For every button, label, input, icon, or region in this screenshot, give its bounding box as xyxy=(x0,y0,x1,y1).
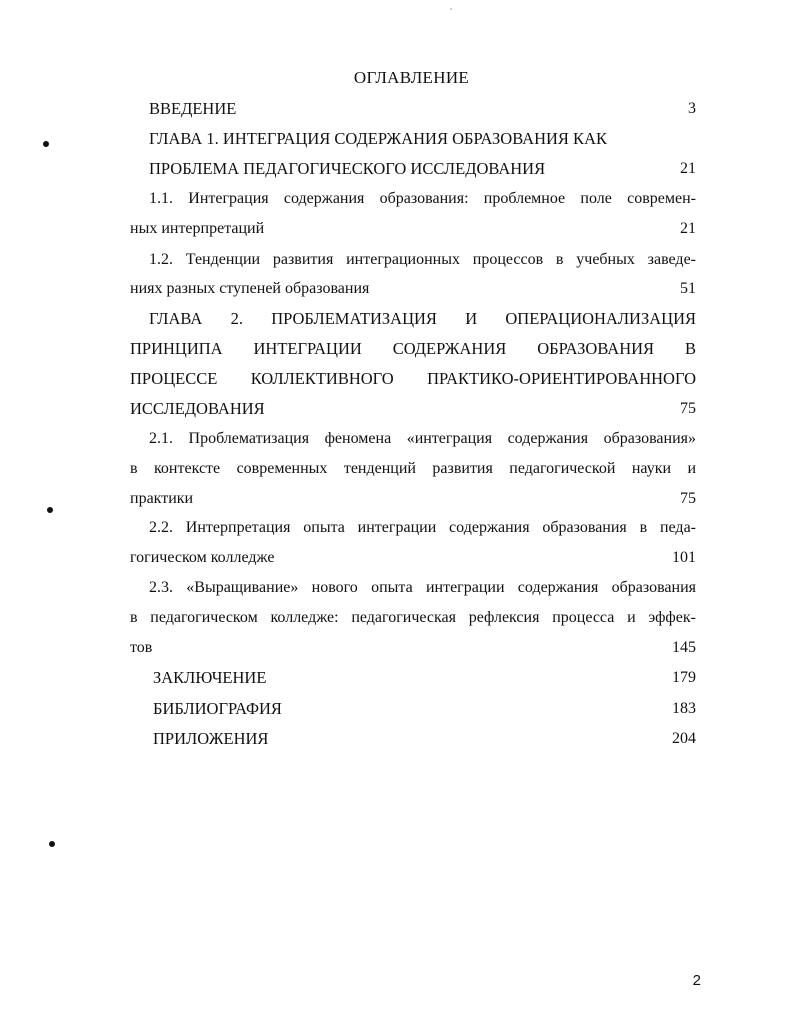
toc-s23-page: 145 xyxy=(672,639,696,656)
toc-s23-line3: тов xyxy=(130,639,153,656)
toc-s12-page: 51 xyxy=(680,280,696,297)
binding-mark xyxy=(47,507,53,513)
toc-s23-line2: в педагогическом колледже: педагогическая рефлексия процесса и эффек- xyxy=(130,609,696,626)
toc-s22-page: 101 xyxy=(672,549,696,566)
toc-s21-line2: в контексте современных тенденций развития педагогической науки и xyxy=(130,460,696,477)
toc-conclusion-page: 179 xyxy=(672,669,696,686)
toc-s12-line2: ниях разных ступеней образования xyxy=(130,280,370,297)
toc-ch1-page: 21 xyxy=(680,160,696,177)
toc-intro-page: 3 xyxy=(688,100,696,117)
toc-bibliography-page: 183 xyxy=(672,700,696,717)
toc-intro-title: ВВЕДЕНИЕ xyxy=(149,99,237,118)
toc-appendices-title: ПРИЛОЖЕНИЯ xyxy=(153,729,269,748)
toc-ch1-line1: ГЛАВА 1. ИНТЕГРАЦИЯ СОДЕРЖАНИЯ ОБРАЗОВАНИЯ КАК xyxy=(149,129,607,148)
toc-ch2-line3: ПРОЦЕССЕ КОЛЛЕКТИВНОГО ПРАКТИКО-ОРИЕНТИРОВАННОГО xyxy=(130,369,696,388)
toc-s23-line1: 2.3. «Выращивание» нового опыта интеграции содержания образования xyxy=(149,579,696,596)
toc-s21-line1: 2.1. Проблематизация феномена «интеграция содержания образования» xyxy=(149,430,696,447)
toc-ch2-line1: ГЛАВА 2. ПРОБЛЕМАТИЗАЦИЯ И ОПЕРАЦИОНАЛИЗАЦИЯ xyxy=(149,309,696,328)
toc-s21-page: 75 xyxy=(680,490,696,507)
toc-s22-line1: 2.2. Интерпретация опыта интеграции содержания образования в педа- xyxy=(149,519,696,536)
toc-bibliography-title: БИБЛИОГРАФИЯ xyxy=(153,699,282,718)
scan-artifact xyxy=(450,8,452,10)
binding-mark xyxy=(43,141,49,147)
toc-s22-line2: гогическом колледже xyxy=(130,549,275,566)
toc-ch2-line4: ИССЛЕДОВАНИЯ xyxy=(130,399,265,418)
page-number: 2 xyxy=(692,972,701,989)
toc-s12-line1: 1.2. Тенденции развития интеграционных процессов в учебных заведе- xyxy=(149,251,696,268)
toc-heading: ОГЛАВЛЕНИЕ xyxy=(353,68,470,87)
toc-s11-line1: 1.1. Интеграция содержания образования: проблемное поле современ- xyxy=(149,190,696,207)
toc-conclusion-title: ЗАКЛЮЧЕНИЕ xyxy=(153,668,267,687)
toc-appendices-page: 204 xyxy=(672,730,696,747)
toc-s11-line2: ных интерпретаций xyxy=(130,220,265,237)
toc-ch2-line2: ПРИНЦИПА ИНТЕГРАЦИИ СОДЕРЖАНИЯ ОБРАЗОВАНИЯ В xyxy=(130,339,696,358)
toc-ch1-line2: ПРОБЛЕМА ПЕДАГОГИЧЕСКОГО ИССЛЕДОВАНИЯ xyxy=(149,159,546,178)
toc-s11-page: 21 xyxy=(680,220,696,237)
binding-mark xyxy=(49,841,55,847)
toc-s21-line3: практики xyxy=(130,490,194,507)
toc-ch2-page: 75 xyxy=(680,400,696,417)
